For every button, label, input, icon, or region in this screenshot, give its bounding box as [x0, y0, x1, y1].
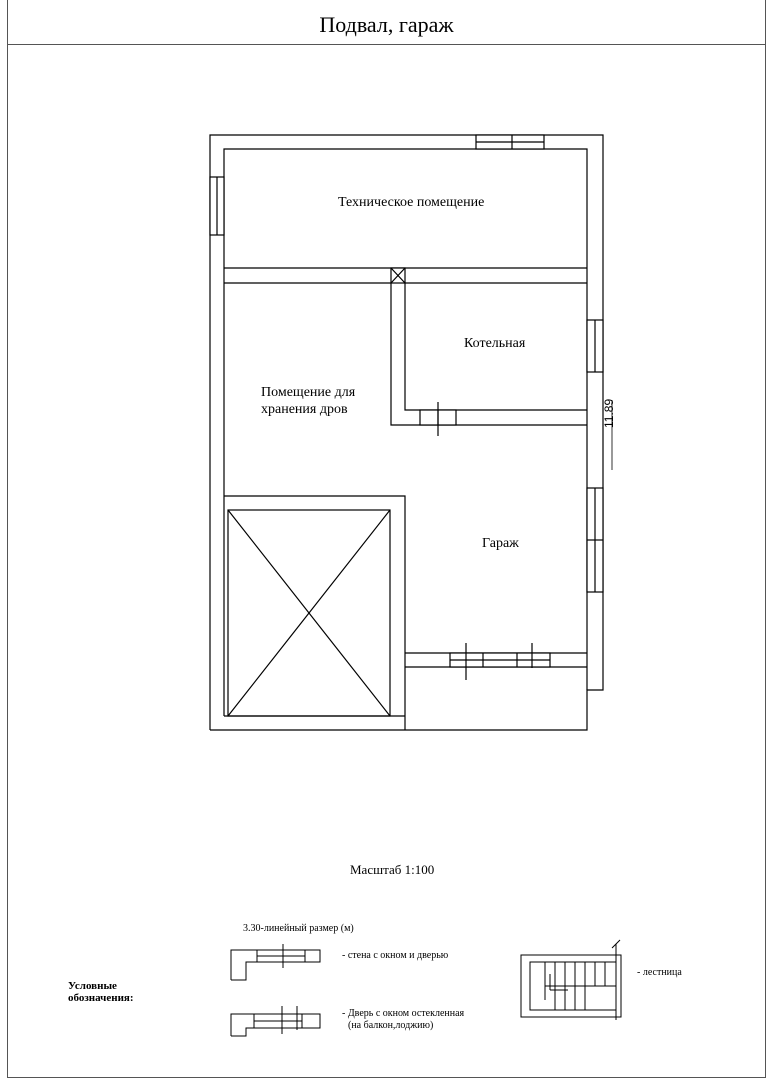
top-window	[476, 135, 544, 149]
page-title: Подвал, гараж	[319, 12, 454, 37]
legend-linear-size: 3.30-линейный размер (м)	[243, 923, 354, 934]
room-label-firewood-line1: Помещение для	[261, 385, 356, 400]
boiler-door	[420, 402, 456, 436]
right-window-boiler	[587, 320, 603, 372]
room-label-firewood-line2: хранения дров	[261, 402, 348, 417]
legend-stairs-symbol	[521, 940, 621, 1020]
legend-heading-line1: Условные	[68, 980, 117, 992]
legend-wall-symbol	[231, 944, 320, 980]
scale-label: Масштаб 1:100	[350, 862, 435, 877]
room-label-garage: Гараж	[482, 536, 519, 551]
right-window-garage	[587, 488, 603, 592]
left-window	[210, 177, 224, 235]
legend-glazed-door-symbol	[231, 1006, 320, 1036]
legend-heading-line2: обозначения:	[68, 992, 134, 1004]
stair-pit	[224, 496, 405, 730]
legend-wall-window-door: - стена с окном и дверью	[342, 950, 449, 961]
legend-stairs: - лестница	[637, 967, 682, 978]
legend-glazed-door-line1: - Дверь с окном остекленная	[342, 1008, 465, 1019]
garage-gate-wall	[405, 643, 587, 680]
room-label-boiler: Котельная	[464, 336, 526, 351]
outer-walls	[210, 135, 603, 730]
legend-glazed-door-line2: (на балкон,лоджию)	[348, 1020, 434, 1031]
dimension-value: 11.89	[602, 398, 616, 428]
room-label-technical: Техническое помещение	[338, 195, 485, 210]
